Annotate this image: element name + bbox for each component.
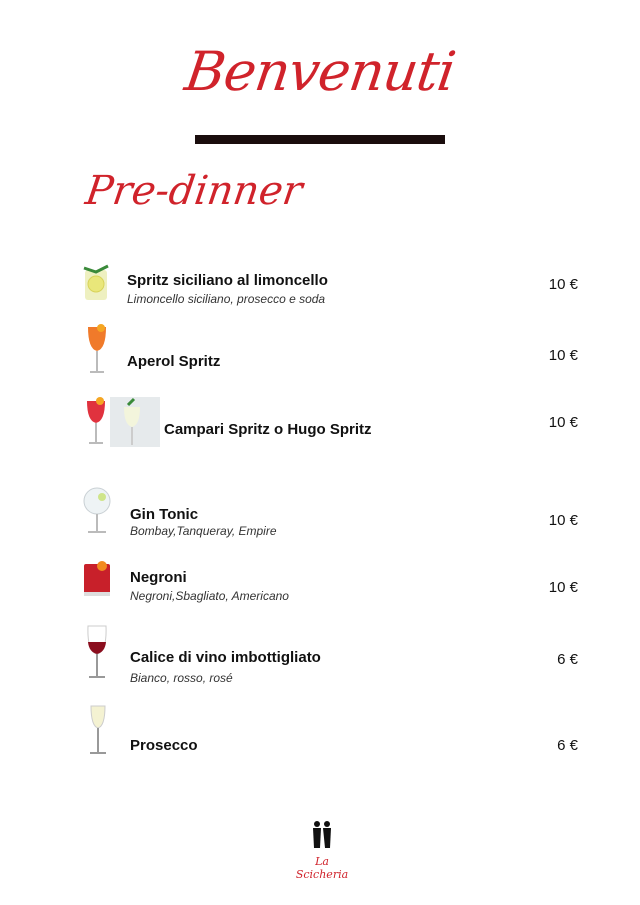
item-price: 10 € [548, 512, 578, 529]
item-description: Bianco, rosso, rosé [130, 671, 233, 685]
item-name: Aperol Spritz [127, 353, 221, 370]
item-price: 10 € [548, 579, 578, 596]
logo [292, 820, 352, 881]
limoncello-spritz-glass-icon [80, 262, 114, 302]
item-price: 10 € [548, 276, 578, 293]
item-name: Negroni [130, 569, 187, 586]
logo-text: La Scicheria [295, 855, 349, 881]
gin-tonic-glass-icon [80, 485, 114, 537]
item-name: Campari Spritz o Hugo Spritz [164, 421, 372, 438]
item-name: Calice di vino imbottigliato [130, 649, 321, 666]
item-name: Prosecco [130, 737, 198, 754]
prosecco-flute-icon [86, 704, 110, 756]
item-price: 6 € [557, 651, 578, 668]
item-name: Spritz siciliano al limoncello [127, 272, 328, 289]
aperol-glass-icon [84, 323, 110, 375]
wine-glass-icon [84, 624, 110, 680]
item-description: Limoncello siciliano, prosecco e soda [127, 292, 326, 306]
item-price: 6 € [557, 737, 578, 754]
item-price: 10 € [548, 414, 578, 431]
section-title: Pre-dinner [82, 168, 306, 214]
item-description: Bombay,Tanqueray, Empire [130, 524, 277, 538]
welcome-title: Benvenuti [181, 40, 459, 103]
item-price: 10 € [548, 347, 578, 364]
divider-bar [195, 135, 445, 144]
item-name: Gin Tonic [130, 506, 199, 523]
couple-silhouette-icon [307, 820, 337, 850]
campari-hugo-glass-icon [84, 395, 162, 447]
negroni-glass-icon [80, 558, 114, 600]
item-description: Negroni,Sbagliato, Americano [130, 589, 289, 603]
